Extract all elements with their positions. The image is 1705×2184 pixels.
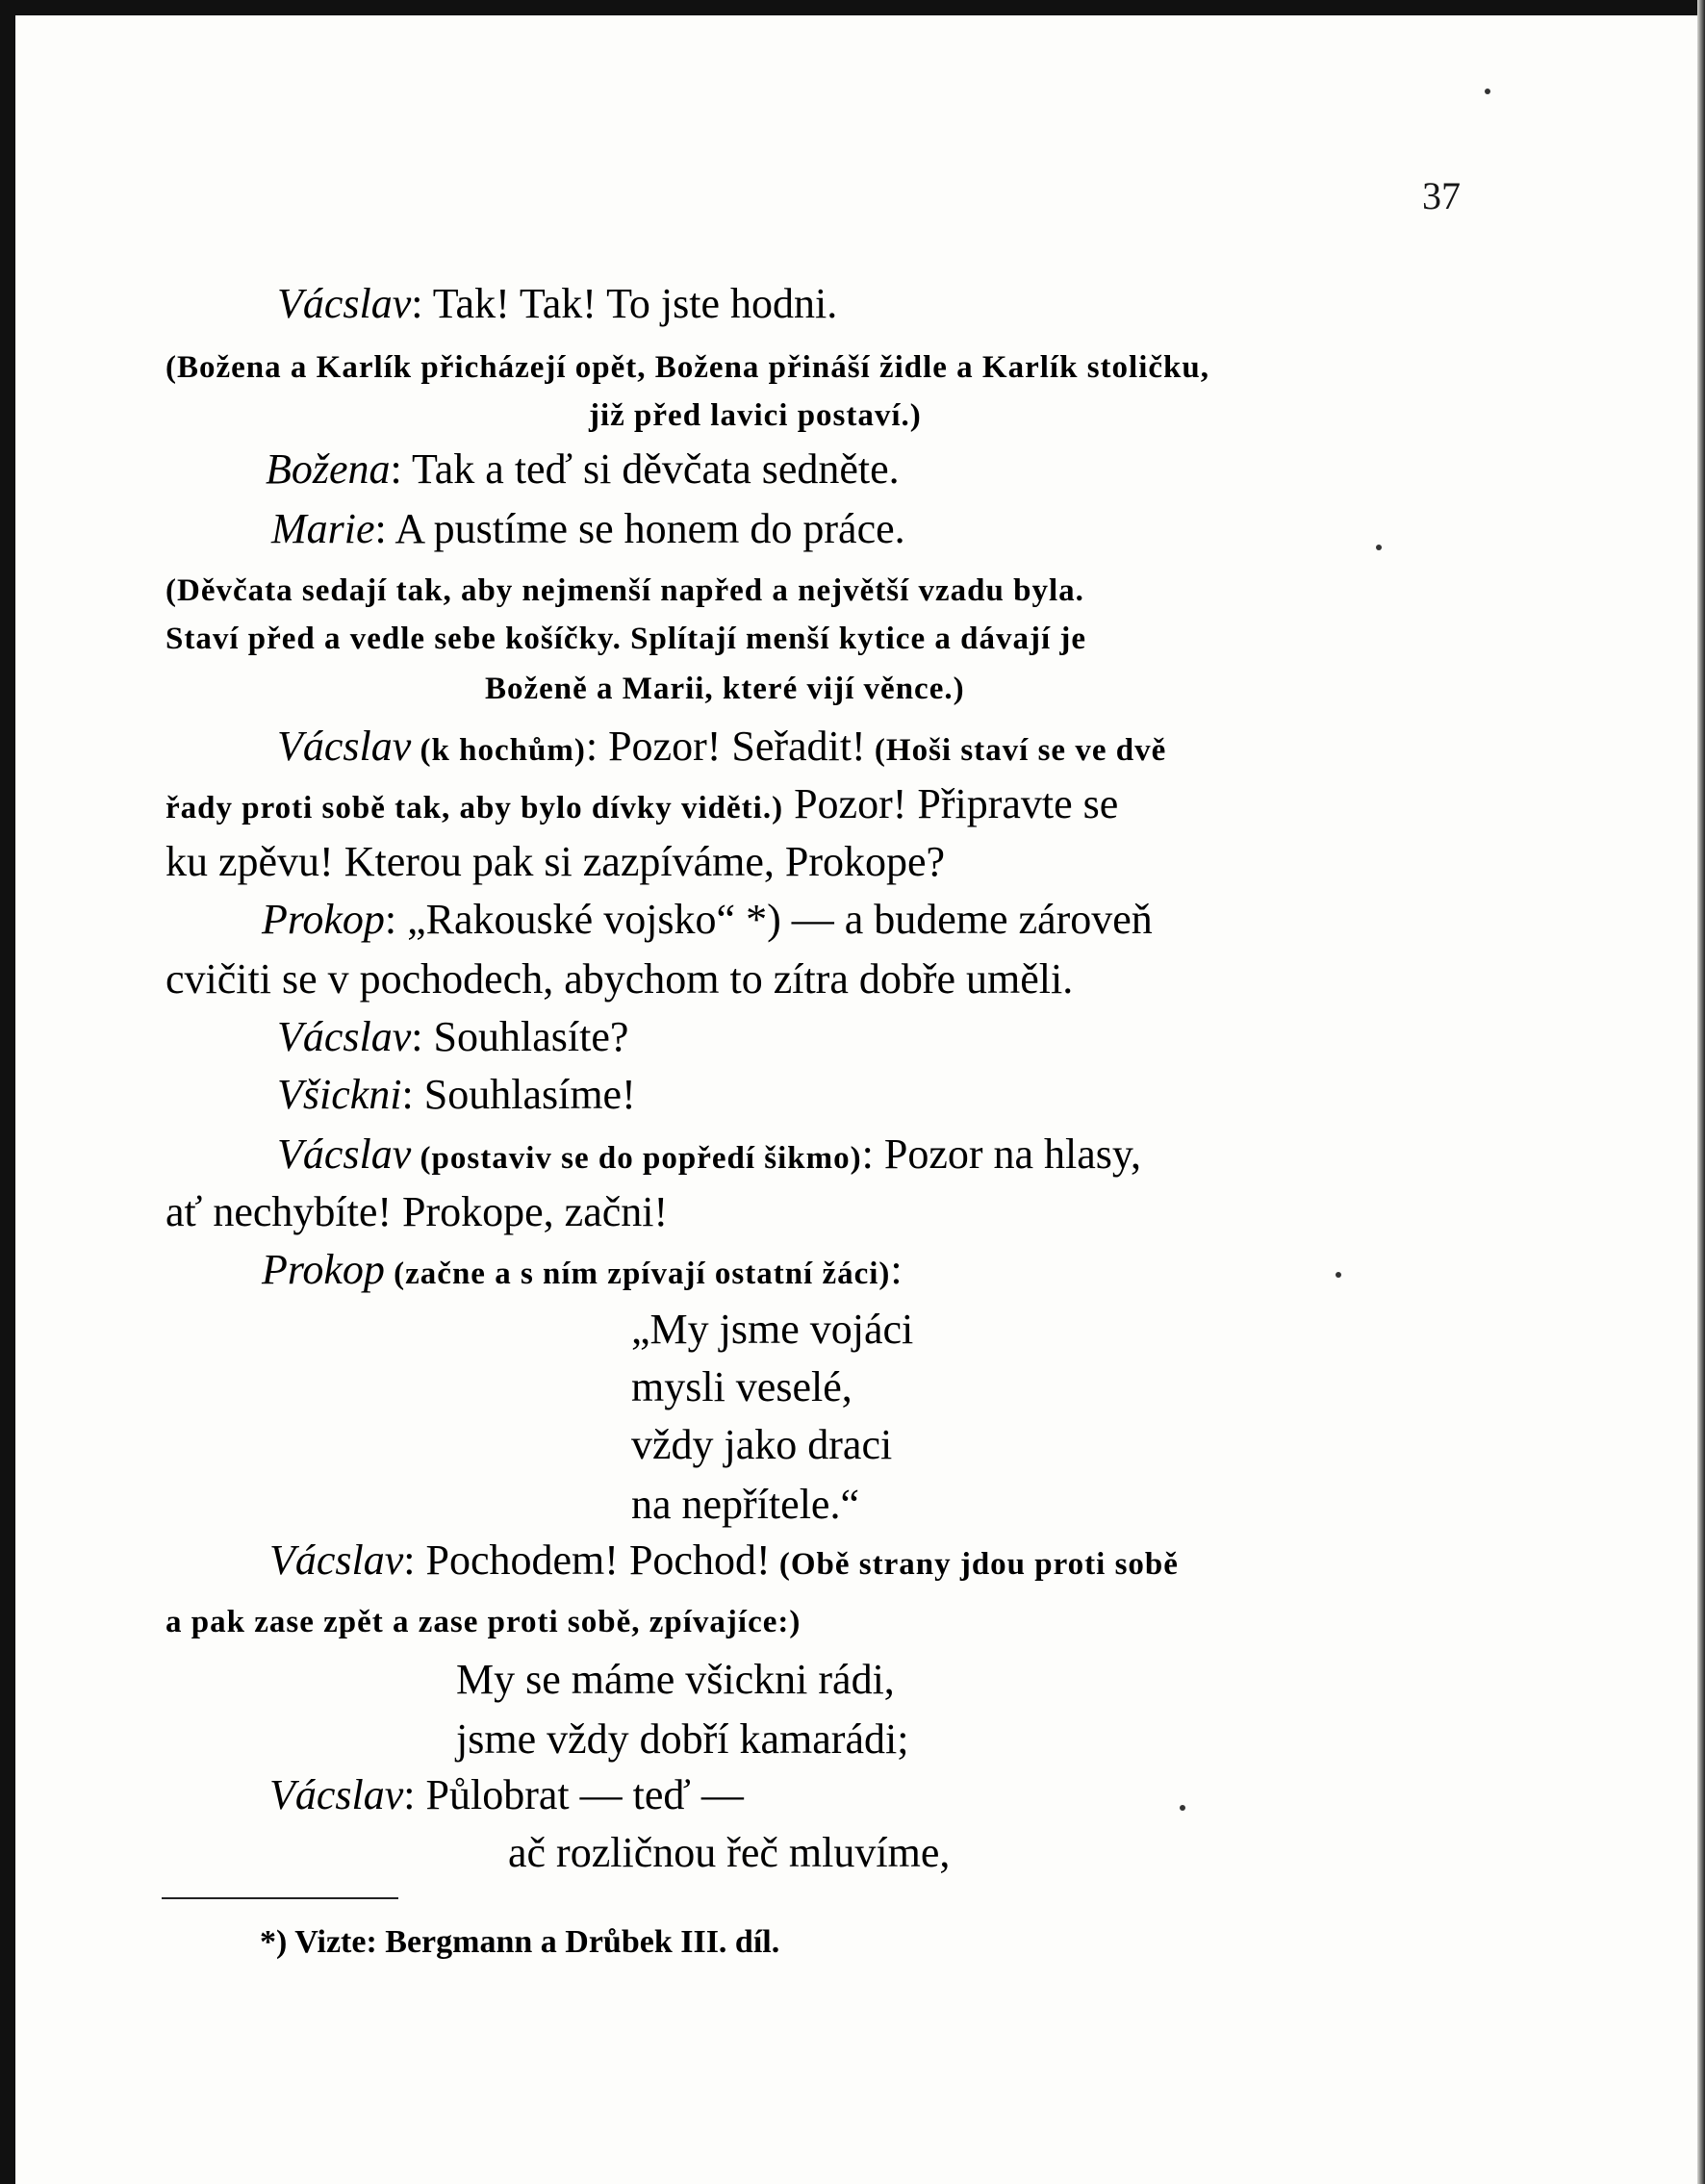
scan-border-top [0,0,1705,15]
verse-line: jsme vždy dobří kamarádi; [456,1715,909,1763]
dialogue-text: Pochodem! Pochod! [425,1536,771,1584]
dialogue-text: Souhlasíte? [433,1013,629,1060]
scan-speck [1485,89,1490,94]
speaker-name: Božena [266,445,391,493]
stage-inline: (postaviv se do popředí šikmo) [411,1141,862,1176]
separator: : [411,1013,434,1060]
verse-line: vždy jako draci [631,1421,893,1468]
stage-direction: Boženě a Marii, které vijí věnce.) [485,672,965,706]
dialogue-text: Souhlasíme! [423,1071,636,1118]
dialogue-line: ať nechybíte! Prokope, začni! [165,1188,669,1235]
stage-direction: (Božena a Karlík přicházejí opět, Božena přináší židle a Karlík stoličku, [165,350,1209,385]
dialogue-text: Pozor na hlasy, [883,1130,1142,1178]
stage-inline: (začne a s ním zpívají ostatní žáci) [384,1257,891,1291]
verse-line: mysli veselé, [631,1363,852,1410]
verse-line: na nepřítele.“ [631,1481,859,1528]
dialogue-text: A pustíme se honem do práce. [394,505,905,552]
stage-inline: (Obě strany jdou proti sobě [770,1547,1179,1582]
stage-inline: (k hochům) [411,733,586,768]
dialogue-line [277,1126,1141,1187]
scan-speck [1180,1805,1185,1811]
speaker-name: Všickni [277,1071,402,1118]
scan-border-right [1697,0,1705,2184]
dialogue-line [277,718,1166,779]
dialogue-line [165,775,1118,837]
stage-inline: (Hoši staví se ve dvě [865,733,1167,768]
dialogue-line [266,441,900,498]
verse-line: My se máme všickni rádi, [456,1656,895,1703]
speaker-name: Marie [271,505,375,552]
separator: : [384,896,408,943]
speaker-name: Vácslav [277,280,412,327]
dialogue-text: Tak! Tak! To jste hodni. [432,280,838,327]
scan-speck [1376,545,1382,550]
separator: : [401,1071,424,1118]
separator: : [411,280,433,327]
dialogue-text: Půlobrat — teď — [425,1771,744,1818]
dialogue-line [262,1241,903,1303]
speaker-name: Vácslav [277,1130,412,1178]
dialogue-line [277,1008,628,1066]
separator: : [861,1130,884,1178]
stage-inline: řady proti sobě tak, aby bylo dívky viděti.) [165,791,784,825]
dialogue-text: Pozor! Připravte se [783,780,1119,827]
separator: : [403,1536,426,1584]
dialogue-line [269,1532,1179,1593]
dialogue-line [277,1066,636,1124]
verse-line: „My jsme vojáci [631,1306,914,1353]
footnote-rule [162,1897,398,1899]
speaker-name: Prokop [262,1246,385,1293]
speaker-name: Vácslav [269,1771,404,1818]
separator: : [390,445,412,493]
footnote: *) Vizte: Bergmann a Drůbek III. díl. [260,1924,780,1960]
separator: : [585,723,609,770]
dialogue-text: Pozor! Seřadit! [608,723,866,770]
dialogue-line: cvičiti se v pochodech, abychom to zítra dobře uměli. [165,955,1074,1003]
dialogue-text: Tak a teď si děvčata sedněte. [411,445,900,493]
separator: : [403,1771,426,1818]
stage-direction: již před lavici postaví.) [589,398,922,433]
speaker-name: Vácslav [277,1013,412,1060]
stage-direction: Staví před a vedle sebe košíčky. Splítají menší kytice a dávají je [165,622,1086,656]
dialogue-line [262,891,1153,949]
speaker-name: Prokop [262,896,385,943]
dialogue-line: ku zpěvu! Kterou pak si zazpíváme, Prokope? [165,838,946,885]
speaker-name: Vácslav [269,1536,404,1584]
dialogue-text: „Rakouské vojsko“ *) — a budeme zároveň [407,896,1153,943]
page-number: 37 [1422,174,1461,217]
dialogue-line [269,1766,744,1824]
dialogue-line [271,500,905,558]
scan-speck [1336,1272,1341,1278]
dialogue-line [277,275,837,333]
separator: : [890,1246,903,1293]
stage-direction: (Děvčata sedají tak, aby nejmenší napřed a největší vzadu byla. [165,573,1084,608]
scan-border-left [0,0,15,2184]
verse-line: ač rozličnou řeč mluvíme, [508,1829,951,1876]
speaker-name: Vácslav [277,723,412,770]
separator: : [374,505,395,552]
stage-direction: a pak zase zpět a zase proti sobě, zpívajíce:) [165,1605,802,1639]
